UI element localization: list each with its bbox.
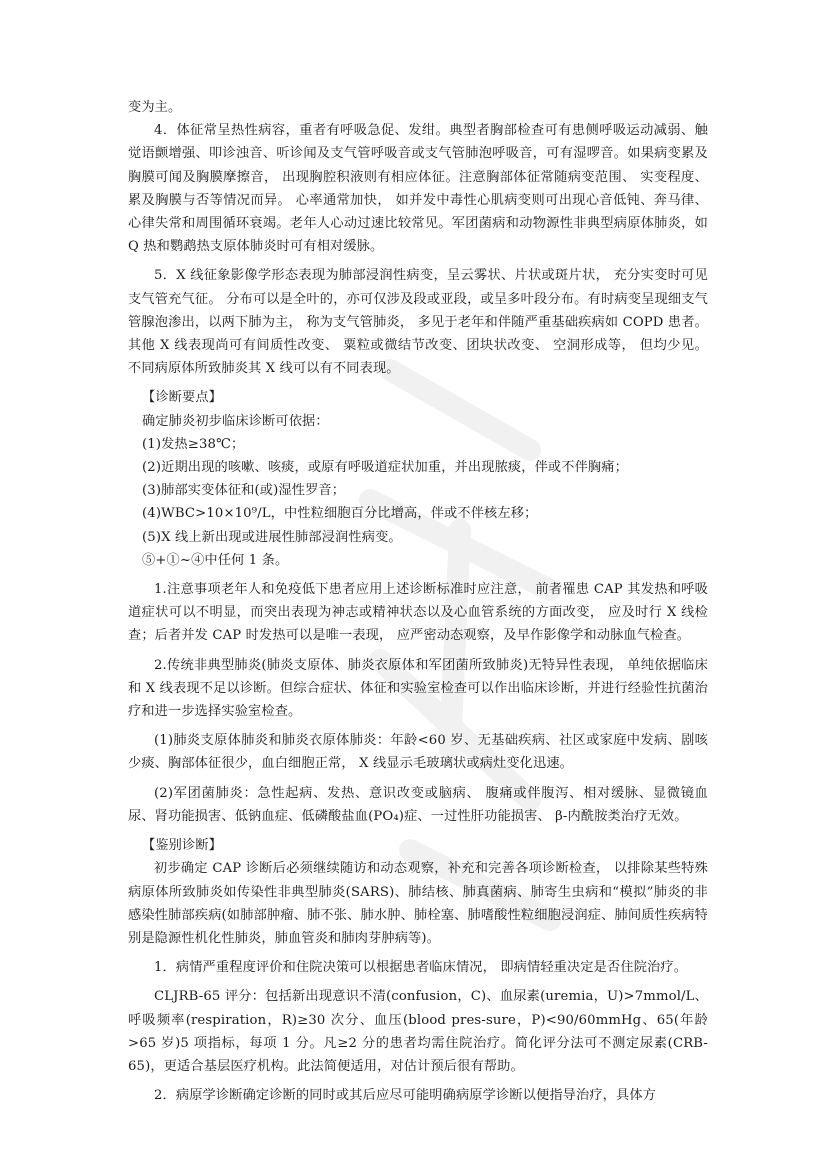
document-body	[128, 96, 708, 1113]
list-item: (2)近期出现的咳嗽、咳痰，或原有呼吸道症状加重，并出现脓痰，伴或不伴胸痛；	[142, 460, 628, 476]
list-item: (4)WBC>10×10⁹/L，中性粒细胞百分比增高，伴或不伴核左移；	[142, 506, 538, 522]
list-item: ⑤+①~④中任何 1 条。	[142, 552, 289, 568]
paragraph: CLJRB-65 评分：包括新出现意识不清(confusion，C)、血尿素(uremia，U)>7mmol/L、呼吸频率(respiration，R)≥30 次分、血压(blood pres-sure，P)<90/60mmHg、65(年龄>65 岁)5 项指标，每项 1 分。凡≥2 分的患者均需住院治疗。简化评分法可不测定尿素(CRB-65)，更适合基层医疗机构。此法简便适用，对估计预后很有帮助。	[128, 989, 708, 1074]
paragraph: 1.注意事项老年人和免疫低下患者应用上述诊断标准时应注意， 前者罹患 CAP 其发热和呼吸道症状可以不明显，而突出表现为神志或精神状态以及心血管系统的方面改变， 应及时行 X 线检查；后者并发 CAP 时发热可以是唯一表现， 应严密动态观察，及早作影像学和动脉血气检查。	[128, 582, 708, 644]
paragraph: 2.传统非典型肺炎(肺炎支原体、肺炎衣原体和军团菌所致肺炎)无特异性表现， 单纯依据临床和 X 线表现不足以诊断。但综合症状、体征和实验室检查可以作出临床诊断，并进行经验性抗菌治疗和进一步选择实验室检查。	[128, 657, 708, 720]
list-item: (1)发热≥38℃；	[142, 436, 245, 452]
section-heading: 【诊断要点】	[142, 390, 223, 406]
list-item: (3)肺部实变体征和(或)湿性罗音；	[142, 483, 346, 499]
paragraph: 变为主。	[128, 100, 182, 115]
paragraph: 确定肺炎初步临床诊断可依据：	[142, 413, 329, 429]
paragraph: 1．病情严重程度评价和住院决策可以根据患者临床情况， 即病情轻重决定是否住院治疗。	[154, 960, 688, 976]
paragraph: (2)军团菌肺炎：急性起病、发热、意识改变或脑病、 腹痛或伴腹泻、相对缓脉、显微镜血尿、肾功能损害、低钠血症、低磷酸盐血(PO₄)症、一过性肝功能损害、 β-内酰胺类治疗无效。	[128, 785, 708, 824]
paragraph: 4．体征常呈热性病容，重者有呼吸急促、发绀。典型者胸部检查可有患侧呼吸运动减弱、触觉语颤增强、叩诊浊音、听诊闻及支气管呼吸音或支气管肺泡呼吸音，可有湿啰音。如果病变累及胸膜可闻及胸膜摩擦音， 出现胸腔积液则有相应体征。注意胸部体征常随病变范围、 实变程度、累及胸膜与否等情况而异。 心率通常加快， 如并发中毒性心肌病变则可出现心音低钝、奔马律、心律失常和周围循环衰竭。老年人心动过速比较常见。军团菌病和动物源性非典型病原体肺炎，如 Q 热和鹦鹉热支原体肺炎时可有相对缓脉。	[128, 123, 708, 255]
list-item: (5)X 线上新出现或进展性肺部浸润性病变。	[142, 529, 402, 545]
paragraph: 2．病原学诊断确定诊断的同时或其后应尽可能明确病原学诊断以便指导治疗，具体方	[154, 1088, 657, 1104]
paragraph: (1)肺炎支原体肺炎和肺炎衣原体肺炎：年龄<60 岁、无基础疾病、社区或家庭中发病、剧咳少痰、胸部体征很少，血白细胞正常， X 线显示毛玻璃状或病灶变化迅速。	[128, 733, 708, 772]
paragraph: 5．X 线征象影像学形态表现为肺部浸润性病变，呈云雾状、片状或斑片状， 充分实变时可见支气管充气征。 分布可以是全叶的，亦可仅涉及段或亚段，或呈多叶段分布。有时病变呈现细支气管腺泡渗出，以两下肺为主， 称为支气管肺炎， 多见于老年和伴随严重基础疾病如 COPD 患者。 其他 X 线表现尚可有间质性改变、 粟粒或微结节改变、团块状改变、 空洞形成等， 但均少见。 不同病原体所致肺炎其 X 线可以有不同表现。	[128, 268, 708, 377]
section-heading: 【鉴别诊断】	[142, 838, 223, 854]
paragraph: 初步确定 CAP 诊断后必须继续随访和动态观察，补充和完善各项诊断检查， 以排除某些特殊病原体所致肺炎如传染性非典型肺炎(SARS)、肺结核、肺真菌病、肺寄生虫病和“模拟”肺炎的非感染性肺部疾病(如肺部肿瘤、肺不张、肺水肿、肺栓塞、肺嗜酸性粒细胞浸润症、肺间质性疾病特别是隐源性机化性肺炎，肺血管炎和肺肉芽肿病等)。	[128, 861, 708, 946]
